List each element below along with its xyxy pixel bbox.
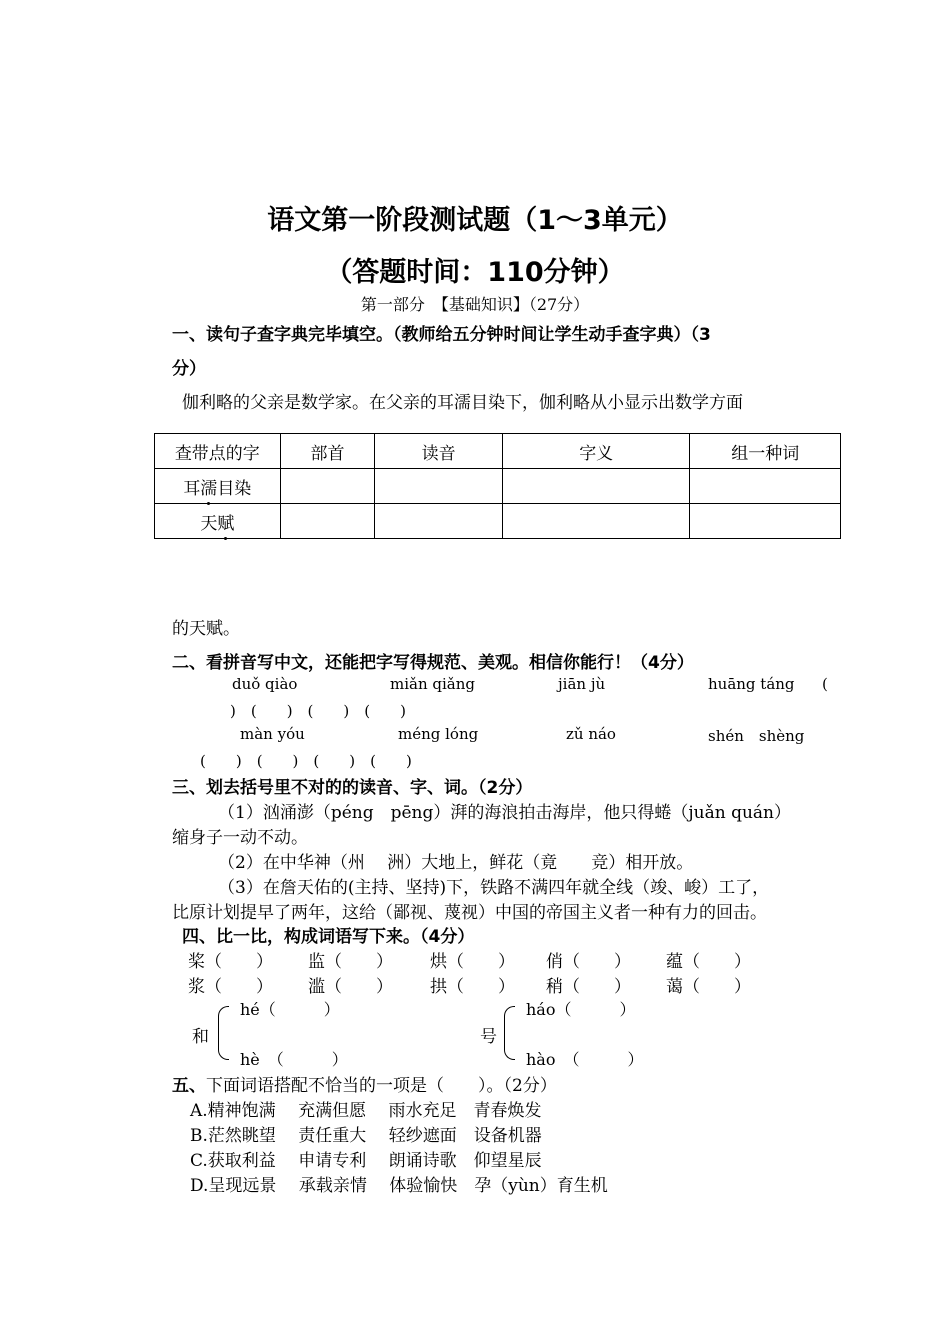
q4-item: 拱（ ）: [430, 977, 515, 997]
answer-cell[interactable]: [690, 504, 841, 539]
answer-cell[interactable]: [690, 469, 841, 504]
q1-heading-cont: 分）: [172, 359, 206, 379]
q1-sentence-end: 的天赋。: [172, 619, 240, 639]
brace-icon: [218, 1006, 229, 1060]
polyphone-reading: hé（ ）: [240, 1000, 340, 1019]
pinyin: miǎn qiǎng: [390, 675, 475, 693]
q4-item: 俏（ ）: [546, 952, 631, 972]
q1-sentence: 伽利略的父亲是数学家。在父亲的耳濡目染下，伽利略从小显示出数学方面: [182, 393, 743, 413]
pinyin: jiān jù: [558, 675, 606, 693]
q3-item: （1）汹涌澎（péng pēng）湃的海浪拍击海岸，他只得蜷（juǎn quán）: [218, 803, 791, 823]
table-cell-word: 天赋: [155, 504, 281, 539]
answer-parens[interactable]: ( ) ( ) ( ) ( ): [200, 752, 412, 770]
q4-item: 蔼（ ）: [666, 977, 751, 997]
q4-heading: 四、比一比，构成词语写下来。（4分）: [182, 927, 475, 947]
pinyin: shén shèng: [708, 727, 805, 745]
q1-heading: 一、读句子查字典完毕填空。（教师给五分钟时间让学生动手查字典）（3: [172, 325, 711, 345]
q4-item: 浆（ ）: [188, 977, 273, 997]
polyphone-char: 和: [192, 1027, 209, 1047]
q3-item: 缩身子一动不动。: [172, 828, 308, 848]
answer-cell[interactable]: [375, 469, 503, 504]
polyphone-char: 号: [480, 1027, 497, 1047]
table-row: [155, 469, 841, 504]
brace-icon: [504, 1006, 515, 1060]
q5-option[interactable]: B.茫然眺望 责任重大 轻纱遮面 设备机器: [190, 1126, 542, 1146]
pinyin: duǒ qiào: [232, 675, 298, 693]
pinyin: zǔ náo: [566, 725, 616, 743]
answer-parens[interactable]: ) ( ) ( ) ( ): [230, 702, 406, 720]
q5-option[interactable]: D.呈现远景 承载亲情 体验愉快 孕（yùn）育生机: [190, 1176, 608, 1196]
q2-heading: 二、看拼音写中文，还能把字写得规范、美观。相信你能行！（4分）: [172, 653, 694, 673]
polyphone-reading: hào （ ）: [526, 1050, 644, 1069]
polyphone-reading: háo（ ）: [526, 1000, 636, 1019]
answer-cell[interactable]: [280, 504, 375, 539]
q4-item: 烘（ ）: [430, 952, 515, 972]
page-subtitle: （答题时间：110分钟）: [325, 257, 625, 288]
table-header: 字义: [502, 434, 689, 469]
pinyin: méng lóng: [398, 725, 479, 743]
paren: (: [822, 675, 828, 693]
table-header: 部首: [280, 434, 375, 469]
q4-item: 监（ ）: [308, 952, 393, 972]
polyphone-reading: hè （ ）: [240, 1050, 348, 1069]
table-row: [155, 504, 841, 539]
q5-heading: 五、下面词语搭配不恰当的一项是（ ）。（2分）: [172, 1076, 557, 1096]
table-header: 组一种词: [690, 434, 841, 469]
q3-item: （3）在詹天佑的(主持、坚持)下，铁路不满四年就全线（竣、峻）工了，: [218, 878, 770, 898]
q4-item: 滥（ ）: [308, 977, 393, 997]
answer-cell[interactable]: [502, 504, 689, 539]
dotted-char: 赋: [217, 513, 235, 534]
dotted-char: 濡: [200, 478, 218, 499]
q4-item: 稍（ ）: [546, 977, 631, 997]
q5-option[interactable]: A.精神饱满 充满但愿 雨水充足 青春焕发: [190, 1101, 542, 1121]
table-header: 读音: [375, 434, 503, 469]
table-header-row: [155, 434, 841, 469]
q4-item: 蕴（ ）: [666, 952, 751, 972]
table-cell-word: 耳濡目染: [155, 469, 281, 504]
q3-heading: 三、划去括号里不对的的读音、字、词。（2分）: [172, 778, 533, 798]
pinyin: màn yóu: [240, 725, 305, 743]
answer-cell[interactable]: [375, 504, 503, 539]
table-header: 查带点的字: [155, 434, 281, 469]
q5-option[interactable]: C.获取利益 申请专利 朗诵诗歌 仰望星辰: [190, 1151, 542, 1171]
answer-cell[interactable]: [280, 469, 375, 504]
pinyin: huāng táng: [708, 675, 795, 693]
q3-item: 比原计划提早了两年，这给（鄙视、蔑视）中国的帝国主义者一种有力的回击。: [172, 903, 767, 923]
q3-item: （2）在中华神（州 洲）大地上，鲜花（竟 竞）相开放。: [218, 853, 694, 873]
q1-table: [154, 433, 841, 539]
q4-item: 桨（ ）: [188, 952, 273, 972]
part-heading: 第一部分 【基础知识】（27分）: [360, 295, 590, 314]
page-title: 语文第一阶段测试题（1～3单元）: [267, 205, 683, 236]
answer-cell[interactable]: [502, 469, 689, 504]
